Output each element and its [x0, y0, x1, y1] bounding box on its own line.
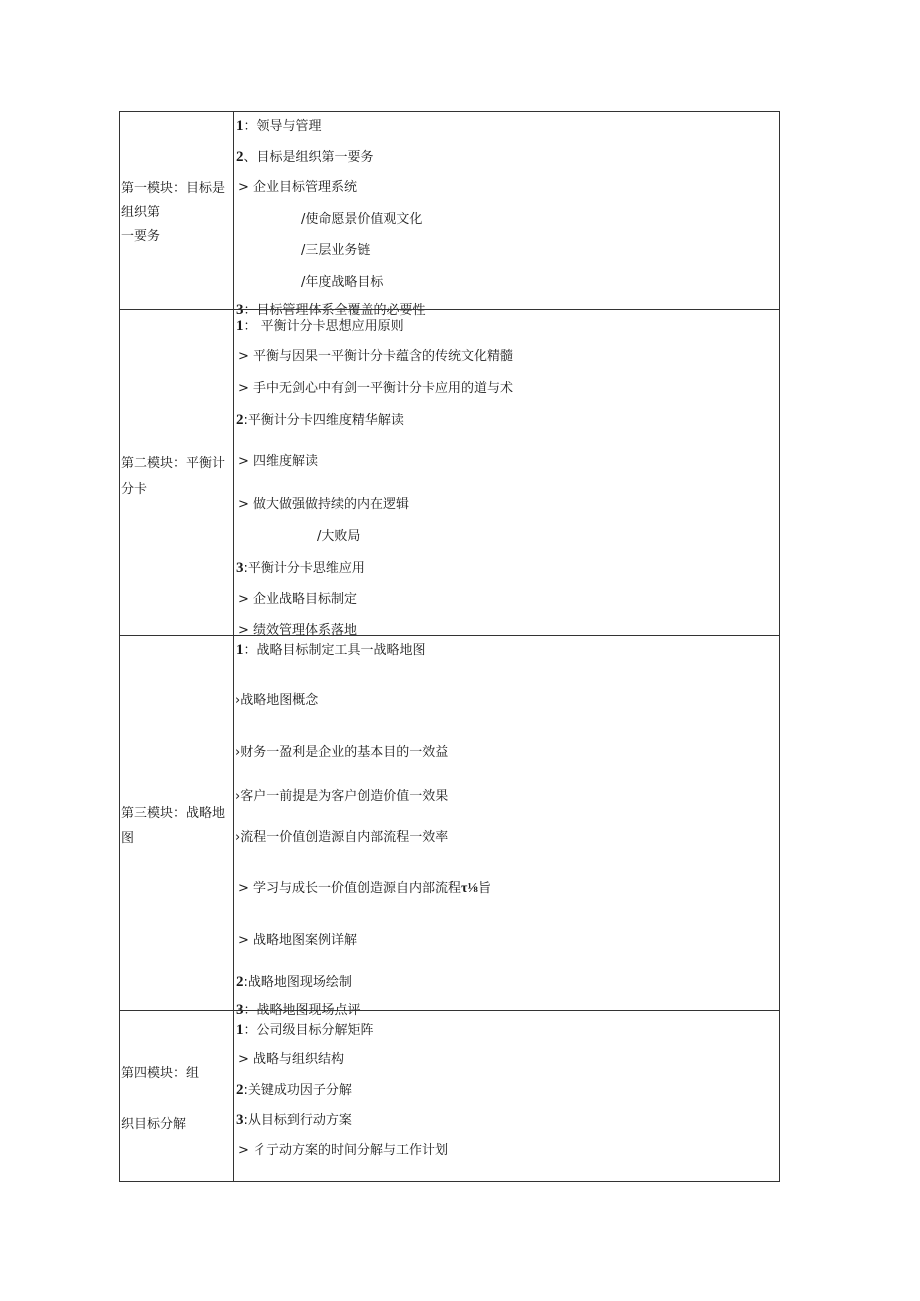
content-line: > 战略地图案例详解 — [238, 933, 358, 948]
garbled-glyph: τ⅛ — [461, 881, 478, 896]
item-text: ：战略地图现场点评 — [243, 1003, 361, 1018]
module-content-cell — [235, 1011, 779, 1182]
item-text: ：领导与管理 — [243, 119, 322, 134]
module-content-cell — [235, 636, 779, 1018]
module-label-line: 组织第 — [121, 205, 161, 220]
item-text-tail: 旨 — [477, 881, 491, 896]
module-content-cell — [235, 310, 779, 636]
module-label-line: 第二模块：平衡计 — [121, 456, 226, 471]
content-line: > 彳亍动方案的时间分解与工作计划 — [238, 1143, 449, 1158]
module-content-cell — [235, 112, 779, 318]
content-line: ›财务一盈利是企业的基本目的一效益 — [235, 745, 449, 760]
content-line: /大败局 — [317, 529, 361, 544]
item-number: 1 — [236, 642, 244, 658]
item-text: ：目标管理体系全覆盖的必要性 — [243, 303, 426, 318]
module-label-line: 图 — [121, 831, 135, 846]
content-line: > 做大做强做持续的内在逻辑 — [238, 497, 410, 512]
content-line — [236, 148, 374, 167]
content-line: > 四维度解读 — [238, 454, 319, 469]
content-line — [236, 641, 426, 660]
item-number: 2 — [236, 149, 244, 165]
content-line: /年度战略目标 — [301, 275, 384, 290]
item-text: :战略地图现场绘制 — [243, 975, 352, 990]
content-line — [236, 117, 322, 136]
item-number: 2 — [236, 412, 244, 428]
course-outline-table — [119, 111, 780, 1182]
module-row-4 — [120, 1010, 779, 1182]
module-label-cell — [120, 1011, 234, 1182]
item-number: 3 — [236, 560, 244, 576]
module-label-line: 第一模块：目标是 — [121, 181, 226, 196]
item-number: 1 — [236, 1022, 244, 1038]
module-label-cell — [120, 636, 234, 1011]
module-label-cell — [120, 310, 234, 636]
item-number: 3 — [236, 302, 244, 318]
content-line: ›战略地图概念 — [235, 693, 319, 708]
content-line: > 企业战略目标制定 — [238, 592, 358, 607]
module-label-line: 一要务 — [121, 229, 161, 244]
item-text: :关键成功因子分解 — [243, 1083, 352, 1098]
content-line — [236, 973, 352, 992]
module-label-cell — [120, 112, 234, 309]
item-text: :从目标到行动方案 — [243, 1113, 352, 1128]
content-line — [236, 1111, 352, 1130]
content-line — [236, 317, 404, 336]
content-line — [238, 880, 491, 898]
module-label-line: 第四模块：组 — [121, 1066, 200, 1081]
content-line — [236, 559, 365, 578]
content-line — [236, 1021, 374, 1040]
content-line: > 手中无剑心中有剑一平衡计分卡应用的道与术 — [238, 381, 514, 396]
item-number: 1 — [236, 318, 244, 334]
module-label-line: 第三模块：战略地 — [121, 806, 226, 821]
item-number: 3 — [236, 1112, 244, 1128]
content-line: ›客户一前提是为客户创造价值一效果 — [235, 789, 449, 804]
content-line — [236, 1081, 352, 1100]
module-row-1 — [120, 112, 779, 318]
item-text: 、目标是组织第一要务 — [243, 150, 374, 165]
module-row-3 — [120, 635, 779, 1018]
content-line: > 战略与组织结构 — [238, 1052, 345, 1067]
module-label-line: 织目标分解 — [121, 1117, 187, 1132]
item-number: 2 — [236, 974, 244, 990]
item-text: ： 平衡计分卡思想应用原则 — [243, 319, 404, 334]
module-row-2 — [120, 309, 779, 636]
content-line: > 企业目标管理系统 — [238, 180, 358, 195]
item-text: > 学习与成长一价值创造源自内部流程 — [238, 881, 462, 896]
content-line: /使命愿景价值观文化 — [301, 212, 423, 227]
item-text: :平衡计分卡四维度精华解读 — [243, 413, 404, 428]
item-number: 2 — [236, 1082, 244, 1098]
item-number: 3 — [236, 1002, 244, 1018]
item-text: ：战略目标制定工具一战略地图 — [243, 643, 426, 658]
content-line: ›流程一价值创造源自内部流程一效率 — [235, 830, 449, 845]
content-line — [236, 411, 404, 430]
content-line: /三层业务链 — [301, 243, 371, 258]
content-line: > 平衡与因果一平衡计分卡蕴含的传统文化精髓 — [238, 349, 514, 364]
module-label-line: 分卡 — [121, 482, 148, 497]
item-number: 1 — [236, 118, 244, 134]
content-line: > 绩效管理体系落地 — [238, 623, 358, 638]
item-text: ：公司级目标分解矩阵 — [243, 1023, 374, 1038]
item-text: :平衡计分卡思维应用 — [243, 561, 365, 576]
